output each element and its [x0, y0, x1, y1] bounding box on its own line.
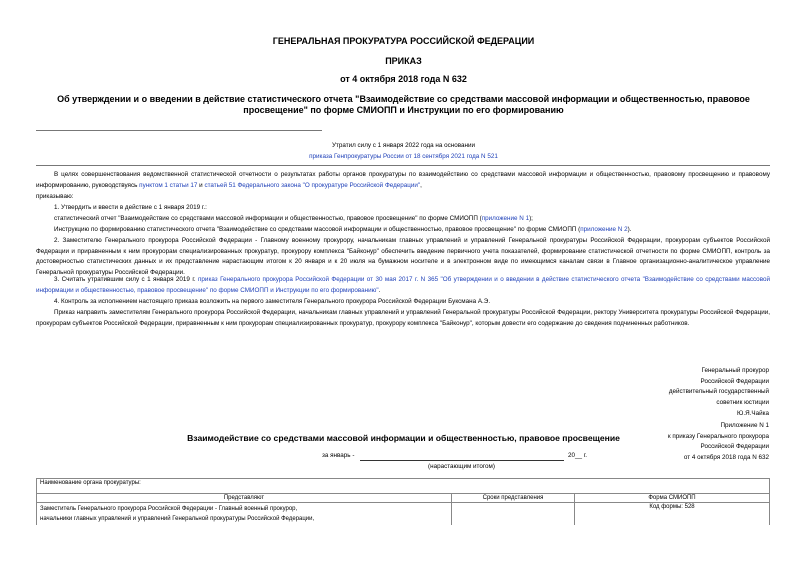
- paragraph-distribution: Приказ направить заместителям Генерального прокурора Российской Федерации, начальникам главных управлений и управлений Генеральной прокуратуры Российской Федерации, ректору Университета прокуратуры Российской Федерации, прокурорам субъектов Российской Федерации, приравненным к ним прокурорам специализированных прокуратур, прокурору комплекса "Байконур", которым довести его содержание до сведения подчиненных работников.: [36, 309, 770, 327]
- org-name: ГЕНЕРАЛЬНАЯ ПРОКУРАТУРА РОССИЙСКОЙ ФЕДЕРАЦИИ: [272, 36, 535, 46]
- appendix2-link[interactable]: приложение N 2: [580, 226, 628, 233]
- paragraph-item1-report: статистический отчет "Взаимодействие со средствами массовой информации и общественностью, правовое просвещение" по форме СМИОПП (приложение N 1);: [54, 215, 533, 222]
- signature-line: Генеральный прокурор: [701, 367, 769, 374]
- paragraph-item3: 3. Считать утратившим силу с 1 января 2019 г. приказ Генерального прокурора Российской Федерации от 30 мая 2017 г. N 365 "Об утверждении и о введении в действие статистического отчета "Взаимодействие со средствами массовой информации и общественностью, правовое просвещение" по форме СМИОПП и Инструкции по его формированию".: [36, 276, 770, 294]
- form-title: Взаимодействие со средствами массовой информации и общественностью, правовое просвещение: [187, 433, 620, 443]
- form-code: Код формы: 528: [649, 504, 695, 510]
- col-deadlines: Сроки представления: [452, 494, 575, 503]
- paragraph-item1-instruction: Инструкцию по формированию статистического отчета "Взаимодействие со средствами массовой информации и общественностью, правовое просвещение" по форме СМИОПП (приложение N 2).: [54, 226, 632, 233]
- title-divider: [36, 130, 322, 131]
- signature-line: действительный государственный: [668, 388, 769, 396]
- presenters-cell: Заместитель Генерального прокурора Российской Федерации - Главный военный прокурор, начальники главных управлений и управлений Генеральной прокуратуры Российской Федерации,: [37, 503, 452, 526]
- period-year: 20__ г.: [568, 452, 588, 459]
- status-note: Утратил силу с 1 января 2022 года на основании: [331, 142, 476, 149]
- appendix-line: Российской Федерации: [700, 443, 769, 451]
- paragraph-item2: 2. Заместителю Генерального прокурора Российской Федерации - Главному военному прокурору, начальникам главных управлений и управлений Генеральной прокуратуры Российской Федерации, прокурорам субъектов Российской Федерации и приравненным к ним прокурорам специализированных прокуратур, прокурору комплекса "Байконур" обеспечить введение первичного учета показателей, формирование статистической отчетности по форме СМИОПП, контроль за достоверностью статистических данных и их представление нарастающим итогом к 20 января и к 20 июля на бумажном носителе и в электронном виде по имеющимся каналам связи в Главное организационно-аналитическое управление Генеральной прокуратуры Российской Федерации.: [36, 237, 770, 276]
- status-divider: [36, 165, 770, 166]
- appendix-line: от 4 октября 2018 года N 632: [683, 454, 769, 462]
- appendix-line: Приложение N 1: [720, 422, 769, 429]
- law-article17-link[interactable]: пунктом 1 статьи 17: [139, 181, 198, 189]
- table-row: [37, 503, 770, 526]
- form-table: [36, 478, 770, 525]
- deadlines-cell: [452, 503, 575, 526]
- status-link-wrap: [0, 152, 807, 163]
- law-article51-link[interactable]: статьей 51 Федерального закона "О прокуратуре Российской Федерации": [204, 181, 421, 189]
- period-prefix: за январь -: [322, 452, 355, 459]
- doc-title-line1: Об утверждении и о введении в действие статистического отчета "Взаимодействие со средствами массовой информации и общественностью, правовое: [57, 94, 750, 104]
- status-link[interactable]: приказа Генпрокуратуры России от 18 сентября 2021 года N 521: [309, 153, 498, 160]
- period-fill-line[interactable]: [360, 460, 564, 461]
- period-note: (нарастающим итогом): [428, 463, 495, 470]
- signature-block: [669, 366, 769, 420]
- appendix1-link[interactable]: приложение N 1: [481, 215, 530, 222]
- col-presenters: Представляют: [37, 494, 452, 503]
- org-name-label: Наименование органа прокуратуры:: [40, 480, 141, 486]
- paragraph-intro: В целях совершенствования ведомственной статистической отчетности о результатах работы органов прокуратуры по взаимодействию со средствами массовой информации и общественностью, правовому просвещению и правовому информированию, руководствуясь пунктом 1 статьи 17 и статьей 51 Федерального закона "О прокуратуре Российской Федерации",: [36, 171, 770, 189]
- doc-title: [0, 94, 807, 116]
- signature-line: Российской Федерации: [700, 377, 769, 385]
- repealed-order-link[interactable]: приказ Генерального прокурора Российской Федерации от 30 мая 2017 г. N 365 "Об утверждении и о введении в действие статистического отчета "Взаимодействие со средствами массовой информации и общественностью, правовое просвещение" по форме СМИОПП и Инструкции по его формированию": [36, 276, 770, 294]
- doc-title-line2: просвещение" по форме СМИОПП и Инструкции по его формированию: [243, 105, 564, 115]
- org-name-cell: [37, 479, 770, 490]
- appendix-line: к приказу Генерального прокурора: [667, 432, 769, 440]
- table-header-row: [37, 494, 770, 503]
- form-code-cell: [575, 503, 770, 526]
- paragraph-order: приказываю:: [36, 193, 74, 200]
- paragraph-item4: 4. Контроль за исполнением настоящего приказа возложить на первого заместителя Генерального прокурора Российской Федерации Буксмана А.Э.: [54, 298, 491, 305]
- paragraph-item1: 1. Утвердить и ввести в действие с 1 января 2019 г.:: [54, 204, 207, 211]
- signature-line: Ю.Я.Чайка: [736, 409, 769, 417]
- signature-line: советник юстиции: [716, 399, 769, 407]
- table-row: [37, 479, 770, 490]
- doc-type: ПРИКАЗ: [385, 56, 422, 66]
- doc-date-number: от 4 октября 2018 года N 632: [340, 74, 467, 84]
- col-form: Форма СМИОПП: [575, 494, 770, 503]
